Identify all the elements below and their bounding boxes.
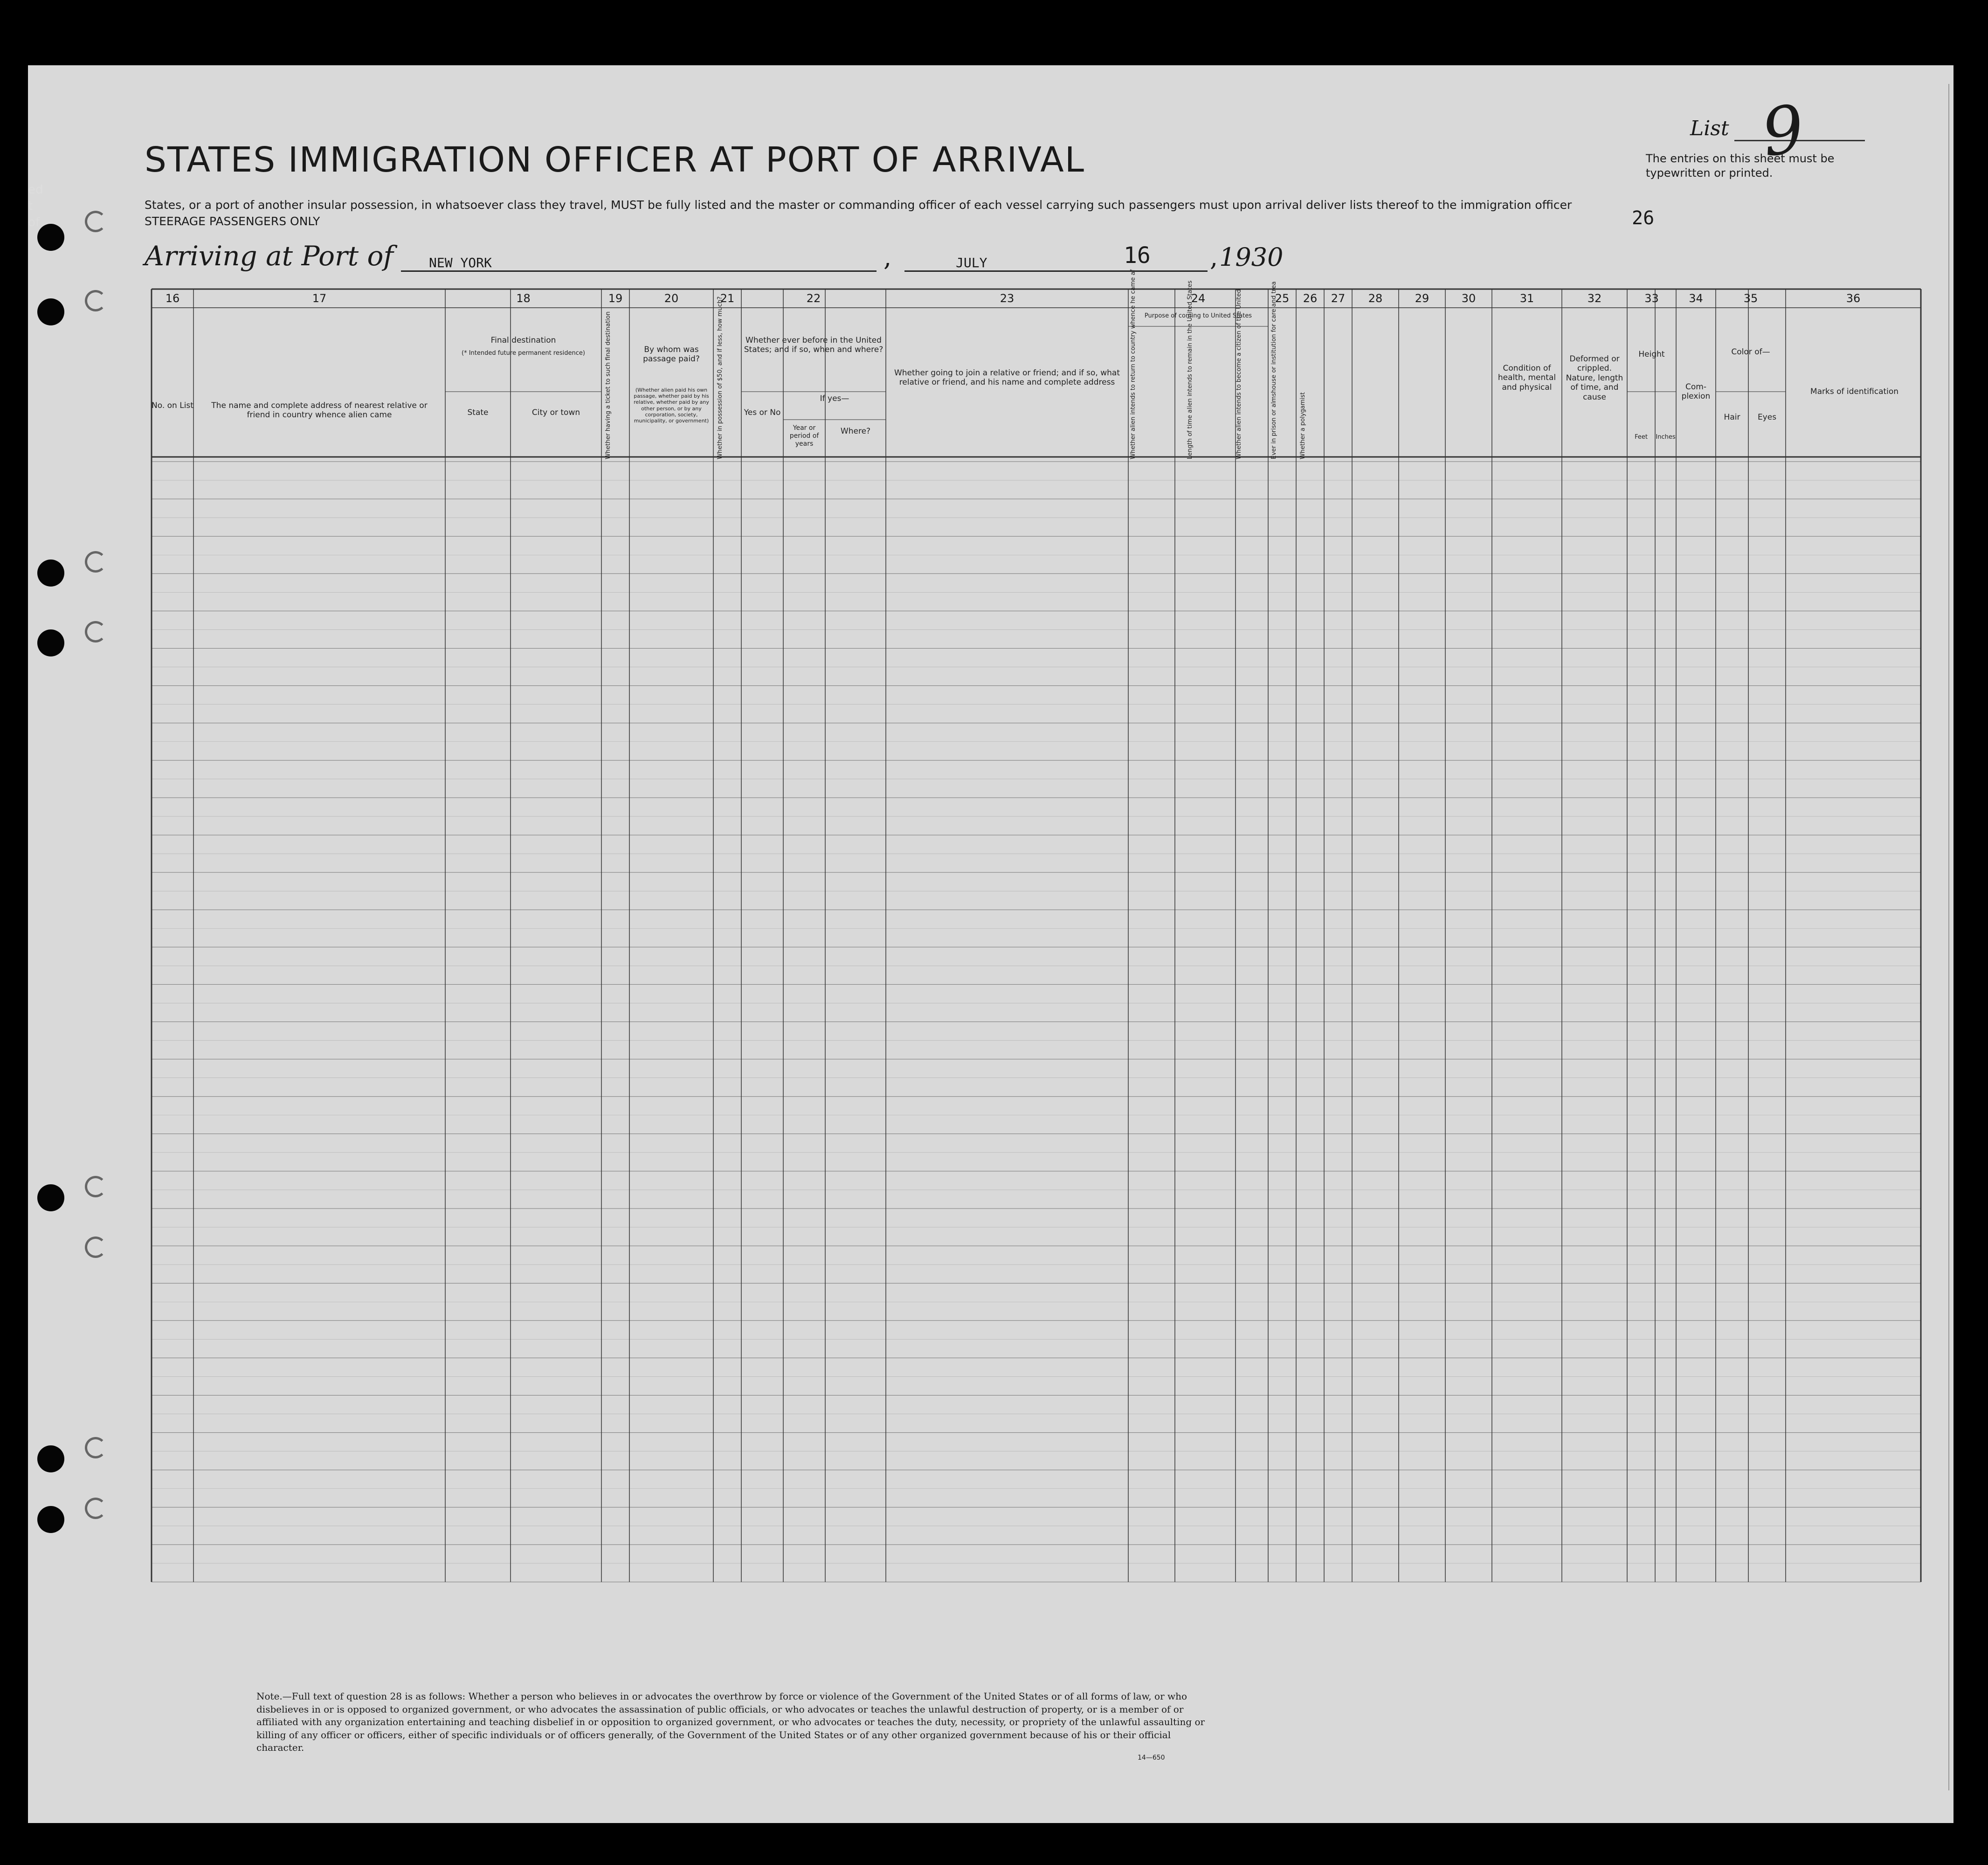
header-prison: Ever in prison or almshouse or institution for care and trea xyxy=(1270,281,1277,459)
ring-mark xyxy=(85,621,106,642)
column-number: 16 xyxy=(165,292,180,305)
comma: , xyxy=(884,242,892,272)
entries-note: The entries on this sheet must be typewritten or printed. xyxy=(1646,152,1835,180)
header-purpose: Purpose of coming to United States xyxy=(1144,312,1252,319)
list-number: 9 xyxy=(1757,90,1809,172)
footnote: Note.—Full text of question 28 is as follows: Whether a person who believes in or advocates the overthrow by force or violence of the Government of the United States or of all forms of law, or who disbelieves in or is opposed to organized government, or who advocates the assassination of public officials, or who advocates or teaches the unlawful destruction of property, or is a member of or affiliated with any organization entertaining and teaching disbelief in or opposition to organized government, or who advocates or teaches the duty, necessity, or propriety of the unlawful assaulting or killing of any officer or officers, either of specific individuals or of officers generally, of the Government of the United States or of any other organized government because of his or their official character. xyxy=(256,1691,1205,1754)
arrival-month: JULY xyxy=(956,255,987,270)
instructions-line: States, or a port of another insular possession, in whatsoever class they travel, MUST be fully listed and the master or commanding officer of each vessel carrying such passengers must upon arrival deliver lists thereof to the immigration officer xyxy=(145,198,1572,212)
header-polygamist: Whether a polygamist xyxy=(1299,392,1306,459)
page-title: STATES IMMIGRATION OFFICER AT PORT OF ARRIVAL xyxy=(145,140,1085,180)
arrival-year: 1930 xyxy=(1219,242,1284,272)
column-number: 18 xyxy=(516,292,531,305)
ring-mark xyxy=(85,211,106,232)
column-number: 23 xyxy=(1000,292,1015,305)
binder-hole xyxy=(37,1445,64,1472)
header-residence-note: (* Intended future permanent residence) xyxy=(462,350,585,357)
header-condition: Condition of health, mental and physical xyxy=(1498,364,1556,392)
column-number: 21 xyxy=(720,292,735,305)
header-eyes: Eyes xyxy=(1757,413,1777,422)
header-ever-in-us: Whether ever before in the United States; and if so, when and where? xyxy=(744,336,884,355)
form-code: 14—650 xyxy=(1138,1754,1165,1761)
binder-hole xyxy=(37,1506,64,1533)
column-number: 36 xyxy=(1846,292,1861,305)
left-margin-fragment: ed t of xyxy=(28,183,43,230)
header-year-period: Year or period of years xyxy=(789,424,819,448)
ring-mark xyxy=(85,551,106,573)
column-number: 28 xyxy=(1368,292,1383,305)
column-number: 24 xyxy=(1191,292,1206,305)
binder-hole xyxy=(37,560,64,587)
comma: , xyxy=(1210,242,1218,272)
header-where: Where? xyxy=(840,427,871,436)
header-passage-paid: By whom was passage paid? xyxy=(643,345,700,364)
steerage-label: STEERAGE PASSENGERS ONLY xyxy=(145,214,320,228)
ring-mark xyxy=(85,1176,106,1197)
header-yes-no: Yes or No xyxy=(744,408,781,417)
header-state: State xyxy=(467,408,489,417)
ruled-grid xyxy=(28,65,1953,1823)
header-relative-abroad: The name and complete address of nearest relative or friend in country whence alien came xyxy=(211,401,428,420)
header-color-of: Color of— xyxy=(1731,347,1770,357)
header-feet: Feet xyxy=(1635,434,1648,441)
column-number: 34 xyxy=(1689,292,1703,305)
header-joining: Whether going to join a relative or friend; and if so, what relative or friend, and his name and complete address xyxy=(894,368,1120,387)
list-label: List xyxy=(1690,117,1729,140)
column-number: 17 xyxy=(312,292,327,305)
binder-hole xyxy=(37,1184,64,1211)
column-number: 31 xyxy=(1519,292,1534,305)
column-number: 26 xyxy=(1303,292,1318,305)
column-number: 35 xyxy=(1743,292,1758,305)
column-number: 33 xyxy=(1644,292,1659,305)
header-city: City or town xyxy=(532,408,580,417)
arrival-day: 16 xyxy=(1124,242,1151,269)
column-number: 22 xyxy=(806,292,821,305)
header-inches: Inches xyxy=(1656,434,1676,441)
header-purpose-citizen: Whether alien intends to become a citizen of the United xyxy=(1236,289,1242,459)
header-complexion: Com- plexion xyxy=(1681,382,1711,401)
arriving-label: Arriving at Port of xyxy=(145,240,393,272)
header-no-on-list: No. on List xyxy=(152,401,193,410)
column-number: 19 xyxy=(608,292,623,305)
header-deformed: Deformed or crippled. Nature, length of time, and cause xyxy=(1566,354,1623,402)
header-height: Height xyxy=(1638,350,1665,359)
arrival-port: NEW YORK xyxy=(429,255,492,270)
header-marks: Marks of identification xyxy=(1810,387,1899,396)
column-number: 25 xyxy=(1275,292,1290,305)
header-ticket: Whether having a ticket to such final destination xyxy=(605,311,612,459)
manifest-sheet xyxy=(28,65,1953,1823)
sheet-number: 26 xyxy=(1632,207,1655,229)
header-passage-note: (Whether alien paid his own passage, whether paid by his relative, whether paid by any other person, or by any corporation, society, municipality, or government) xyxy=(634,387,709,424)
ring-mark xyxy=(85,1236,106,1258)
header-purpose-return: Whether alien intends to return to country whence he came af xyxy=(1130,269,1137,459)
binder-hole xyxy=(37,224,64,251)
ring-mark xyxy=(85,290,106,311)
header-if-yes: If yes— xyxy=(820,394,849,403)
column-number: 27 xyxy=(1331,292,1346,305)
binder-hole xyxy=(37,629,64,656)
header-purpose-length: Length of time alien intends to remain in the United States xyxy=(1187,280,1194,459)
header-money: Whether in possession of $50, and if less, how much? xyxy=(717,296,724,459)
column-number: 30 xyxy=(1461,292,1476,305)
column-number: 32 xyxy=(1587,292,1602,305)
header-hair: Hair xyxy=(1724,413,1740,422)
ring-mark xyxy=(85,1437,106,1458)
column-number: 29 xyxy=(1415,292,1429,305)
column-number: 20 xyxy=(664,292,679,305)
ring-mark xyxy=(85,1498,106,1519)
header-final-destination: Final destination xyxy=(490,336,556,345)
binder-hole xyxy=(37,298,64,325)
